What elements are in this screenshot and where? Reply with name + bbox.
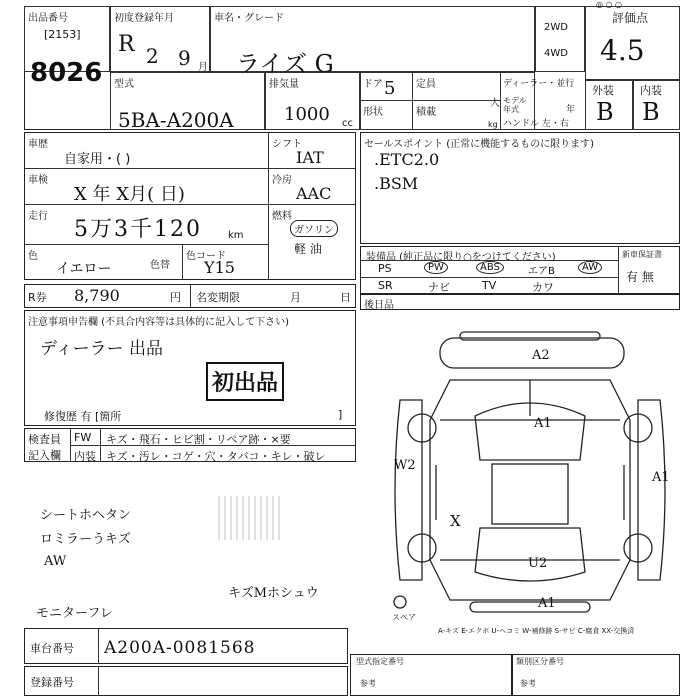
- car-diagram: [380, 320, 680, 620]
- history-value: 自家用・( ): [64, 152, 131, 167]
- equip-leather: カワ: [532, 281, 554, 294]
- spare-label: スペア: [392, 613, 416, 622]
- cancel-day-unit: 日: [340, 291, 351, 304]
- eval-label: 評価点: [612, 11, 649, 25]
- hand-note-1: シートホヘタン: [40, 508, 132, 523]
- inspection-label: 車検: [28, 175, 48, 186]
- mark-x-left: X: [450, 512, 461, 530]
- mark-u2-rear: U2: [528, 556, 548, 571]
- capacity-label: 定員: [416, 79, 436, 90]
- hand-note-4: キズMホシュウ: [228, 586, 319, 601]
- equip-ps: PS: [378, 262, 392, 275]
- entry-label: 記入欄: [28, 449, 61, 462]
- ref-label: 参考: [360, 679, 376, 688]
- model-label: 型式: [114, 79, 134, 90]
- dealer-label: ディーラー・並行: [503, 79, 575, 89]
- color-change-label: 色替: [150, 260, 170, 271]
- mark-a1-right: A1: [652, 470, 670, 485]
- color-code-label: 色コード: [186, 251, 226, 262]
- model-year-label: モデル年式: [503, 96, 527, 114]
- exterior-grade: B: [596, 98, 614, 126]
- mark-w2-left: W2: [394, 458, 416, 473]
- lot-code: [2153]: [44, 28, 81, 41]
- class-label: 類別区分番号: [516, 657, 564, 666]
- shift-value: IAT: [296, 148, 324, 167]
- eval-score: 4.5: [600, 34, 645, 67]
- warranty-label: 新車保証書: [622, 250, 662, 259]
- mark-a1-rear: A1: [538, 596, 556, 611]
- year-unit: 年: [566, 105, 576, 115]
- color-value: イエロー: [56, 261, 112, 277]
- recycle-label: R券: [28, 291, 47, 304]
- first-listing-stamp: 初出品: [206, 362, 284, 401]
- car-name-label: 車名・グレード: [214, 13, 284, 24]
- lot-label: 出品番号: [28, 13, 68, 24]
- mark-a2-top: A2: [532, 348, 550, 363]
- selling-point-2: .BSM: [374, 174, 419, 193]
- first-reg-month: 9: [178, 46, 191, 70]
- doors-value: 5: [384, 78, 396, 99]
- inspect-row1: キズ・飛石・ヒビ割・リペア跡・×要: [106, 433, 291, 446]
- color-label: 色: [28, 251, 38, 262]
- load-label: 積載: [416, 107, 436, 118]
- corner-marks: ◎ ○ ○: [596, 0, 623, 9]
- shape-label: 形状: [363, 107, 383, 118]
- notes-label: 注意事項申告欄 (不具合内容等は具体的に記入して下さい): [28, 317, 289, 328]
- hand-note-5: モニターフレ: [36, 606, 113, 621]
- month-unit: 月: [198, 62, 208, 73]
- faint-scribble: [218, 496, 280, 540]
- attach-frame: [360, 294, 680, 310]
- interior-label: 内装: [640, 84, 662, 97]
- ref2-label: 参考: [520, 679, 536, 688]
- mileage-label: 走行: [28, 211, 48, 222]
- drive-cell: [535, 6, 585, 72]
- reg-label: 登録番号: [30, 676, 74, 689]
- color-code-value: Y15: [204, 258, 235, 277]
- mileage-value: 5万3千120: [74, 217, 202, 242]
- checker-label: 検査員: [28, 433, 61, 446]
- yen-unit: 円: [170, 291, 181, 304]
- history-label: 車歴: [28, 139, 48, 150]
- repair-end: ]: [338, 408, 343, 421]
- equip-aw: AW: [578, 261, 602, 274]
- displacement-label: 排気量: [269, 79, 299, 90]
- warranty-value: 有 無: [626, 270, 654, 284]
- cancel-month-unit: 月: [290, 291, 301, 304]
- recycle-value: 8,790: [74, 286, 120, 305]
- legend: A-キズ E-エクボ U-ヘコミ W-補修跡 S-サビ C-腐食 XX-交換済: [438, 627, 635, 635]
- equip-navi: ナビ: [428, 281, 450, 294]
- interior-grade: B: [642, 98, 660, 126]
- fw-label: FW: [74, 431, 92, 444]
- int-label: 内装: [74, 450, 96, 463]
- fuel-gasoline: ガソリン: [290, 220, 338, 237]
- handle-label: ハンドル 左・右: [503, 119, 569, 129]
- drive-4wd: 4WD: [544, 48, 568, 59]
- chassis-label: 車台番号: [30, 642, 74, 655]
- load-unit: kg: [488, 120, 498, 129]
- mark-a1-hood: A1: [534, 416, 552, 431]
- inspection-value: X 年 X月( 日): [74, 184, 185, 205]
- first-reg-label: 初度登録年月: [114, 13, 174, 24]
- cancel-label: 名変期限: [196, 291, 240, 304]
- ac-value: AAC: [296, 184, 332, 203]
- fuel-diesel: 軽 油: [294, 242, 322, 256]
- ac-label: 冷房: [272, 175, 292, 186]
- type-cert-label: 型式指定番号: [356, 657, 404, 666]
- first-reg-year: 2: [146, 44, 159, 68]
- lot-number: 8026: [30, 58, 103, 88]
- attach-label: 後日品: [364, 300, 394, 311]
- hand-note-3: AW: [44, 554, 67, 569]
- car-name: ライズ G: [236, 50, 334, 78]
- hand-note-2: ロミラーうキズ: [40, 532, 131, 547]
- mileage-unit: km: [228, 230, 244, 241]
- inspect-row2: キズ・汚レ・コゲ・穴・タバコ・キレ・破レ: [106, 450, 326, 463]
- shift-label: シフト: [272, 139, 302, 150]
- equip-airbag: エアB: [528, 266, 555, 277]
- capacity-unit: 人: [490, 98, 500, 109]
- equip-pw: PW: [424, 261, 448, 274]
- displacement-unit: cc: [342, 118, 353, 129]
- exterior-label: 外装: [592, 84, 614, 97]
- equip-tv: TV: [482, 279, 497, 292]
- doors-label: ドア: [363, 79, 383, 90]
- equip-sr: SR: [378, 279, 393, 292]
- equip-abs: ABS: [476, 261, 504, 274]
- chassis-value: A200A-0081568: [104, 638, 256, 658]
- fuel-label: 燃料: [272, 211, 292, 222]
- repair-label: 修復歴 有 [箇所: [44, 410, 122, 423]
- model-value: 5BA-A200A: [118, 108, 234, 132]
- displacement-value: 1000: [284, 104, 330, 125]
- selling-point-1: .ETC2.0: [374, 150, 440, 169]
- equipment-label: 装備品 (純正品に限り○をつけてください): [366, 252, 556, 263]
- selling-points-label: セールスポイント (正常に機能するものに限ります): [364, 139, 595, 150]
- first-reg-era: R: [118, 32, 135, 57]
- notes-text: ディーラー 出品: [40, 339, 164, 359]
- drive-2wd: 2WD: [544, 22, 568, 33]
